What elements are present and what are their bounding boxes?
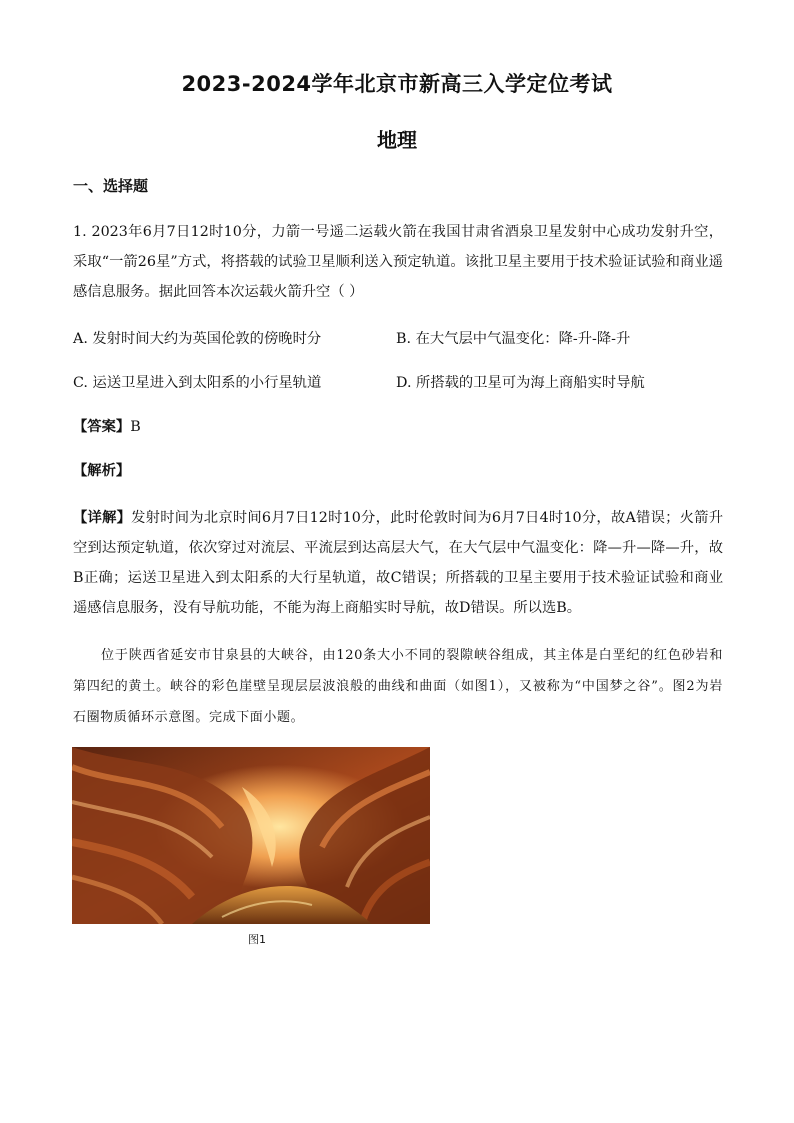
option-c: C. 运送卫星进入到太阳系的小行星轨道 bbox=[73, 375, 322, 391]
question-1-stem: 1. 2023年6月7日12时10分，力箭一号遥二运载火箭在我国甘肃省酒泉卫星发射中心成功发射升空，采取“一箭26星”方式，将搭载的试验卫星顺利送入预定轨道。该批卫星主要用于技术验证试验和商业遥感信息服务。据此回答本次运载火箭升空（ ） bbox=[73, 224, 723, 300]
analysis-tag: 【解析】 bbox=[73, 463, 131, 479]
figure-caption: 图1 bbox=[248, 933, 266, 946]
analysis-line bbox=[73, 460, 130, 480]
option-b: B. 在大气层中气温变化：降-升-降-升 bbox=[396, 331, 631, 347]
detail-paragraph bbox=[73, 503, 723, 623]
subject-title: 地理 bbox=[377, 128, 417, 152]
option-d: D. 所搭载的卫星可为海上商船实时导航 bbox=[396, 375, 645, 391]
answer-line bbox=[73, 416, 141, 436]
answer-tag: 【答案】 bbox=[73, 419, 131, 435]
exam-title: 2023-2024学年北京市新高三入学定位考试 bbox=[181, 72, 613, 96]
detail-text: 发射时间为北京时间6月7日12时10分，此时伦敦时间为6月7日4时10分，故A错误；火箭升空到达预定轨道，依次穿过对流层、平流层到达高层大气，在大气层中气温变化：降—升—降—升，故B正确；运送卫星进入到太阳系的大行星轨道，故C错误；所搭载的卫星主要用于技术验证试验和商业遥感信息服务，没有导航功能，不能为海上商船实时导航，故D错误。所以选B。 bbox=[73, 510, 723, 616]
passage-intro: 位于陕西省延安市甘泉县的大峡谷，由120条大小不同的裂隙峡谷组成，其主体是白垩纪的红色砂岩和第四纪的黄土。峡谷的彩色崖壁呈现层层波浪般的曲线和曲面（如图1），又被称为“中国梦之谷”。图2为岩石圈物质循环示意图。完成下面小题。 bbox=[73, 648, 723, 725]
answer-value: B bbox=[130, 419, 141, 435]
section-heading: 一、选择题 bbox=[73, 177, 149, 195]
detail-tag: 【详解】 bbox=[73, 510, 132, 526]
canyon-photo-graphic bbox=[72, 747, 430, 924]
option-a: A. 发射时间大约为英国伦敦的傍晚时分 bbox=[73, 331, 322, 347]
canyon-photo bbox=[72, 747, 430, 924]
